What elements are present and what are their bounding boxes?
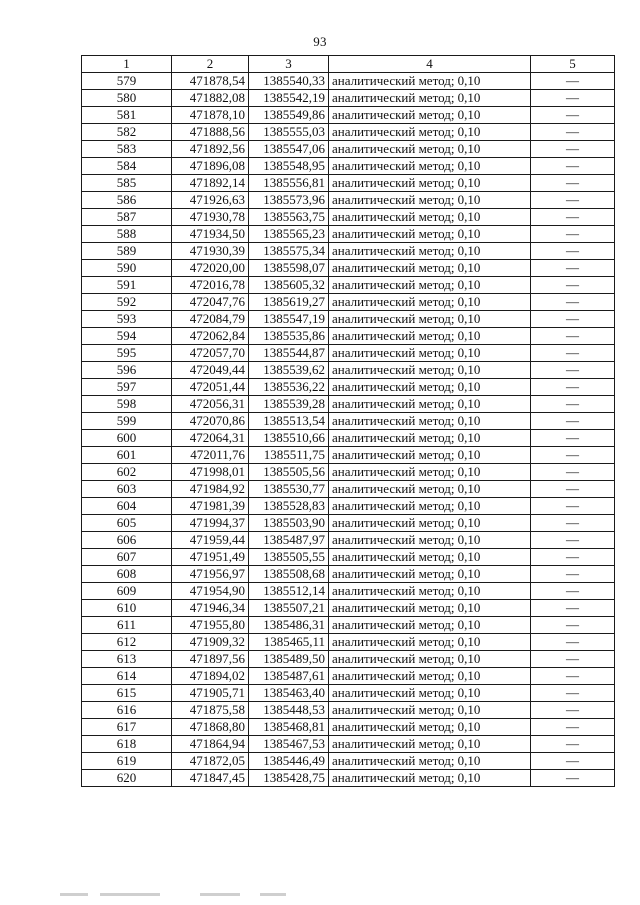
- point-number-cell: 618: [82, 736, 172, 753]
- x-coordinate-cell: 471981,39: [172, 498, 249, 515]
- y-coordinate-cell: 1385507,21: [249, 600, 329, 617]
- dash-cell: —: [531, 549, 615, 566]
- y-coordinate-cell: 1385508,68: [249, 566, 329, 583]
- point-number-cell: 600: [82, 430, 172, 447]
- x-coordinate-cell: 472064,31: [172, 430, 249, 447]
- table-row: [82, 379, 615, 396]
- x-coordinate-cell: 472070,86: [172, 413, 249, 430]
- method-cell: аналитический метод; 0,10: [329, 107, 531, 124]
- method-cell: аналитический метод; 0,10: [329, 175, 531, 192]
- column-header-4: 4: [329, 56, 531, 73]
- x-coordinate-cell: 471998,01: [172, 464, 249, 481]
- x-coordinate-cell: 471905,71: [172, 685, 249, 702]
- dash-cell: —: [531, 770, 615, 787]
- x-coordinate-cell: 471959,44: [172, 532, 249, 549]
- y-coordinate-cell: 1385503,90: [249, 515, 329, 532]
- table-row: [82, 277, 615, 294]
- dash-cell: —: [531, 345, 615, 362]
- point-number-cell: 609: [82, 583, 172, 600]
- x-coordinate-cell: 471868,80: [172, 719, 249, 736]
- dash-cell: —: [531, 175, 615, 192]
- point-number-cell: 591: [82, 277, 172, 294]
- point-number-cell: 582: [82, 124, 172, 141]
- method-cell: аналитический метод; 0,10: [329, 379, 531, 396]
- method-cell: аналитический метод; 0,10: [329, 328, 531, 345]
- y-coordinate-cell: 1385505,55: [249, 549, 329, 566]
- dash-cell: —: [531, 651, 615, 668]
- table-row: [82, 515, 615, 532]
- x-coordinate-cell: 471892,14: [172, 175, 249, 192]
- method-cell: аналитический метод; 0,10: [329, 226, 531, 243]
- dash-cell: —: [531, 192, 615, 209]
- method-cell: аналитический метод; 0,10: [329, 702, 531, 719]
- point-number-cell: 612: [82, 634, 172, 651]
- table-row: [82, 617, 615, 634]
- dash-cell: —: [531, 260, 615, 277]
- y-coordinate-cell: 1385535,86: [249, 328, 329, 345]
- method-cell: аналитический метод; 0,10: [329, 277, 531, 294]
- point-number-cell: 604: [82, 498, 172, 515]
- table-row: [82, 532, 615, 549]
- method-cell: аналитический метод; 0,10: [329, 413, 531, 430]
- table-row: [82, 447, 615, 464]
- x-coordinate-cell: 471892,56: [172, 141, 249, 158]
- method-cell: аналитический метод; 0,10: [329, 260, 531, 277]
- x-coordinate-cell: 471954,90: [172, 583, 249, 600]
- table-row: [82, 260, 615, 277]
- point-number-cell: 610: [82, 600, 172, 617]
- coordinates-table: [81, 55, 615, 787]
- dash-cell: —: [531, 107, 615, 124]
- y-coordinate-cell: 1385540,33: [249, 73, 329, 90]
- dash-cell: —: [531, 685, 615, 702]
- x-coordinate-cell: 472062,84: [172, 328, 249, 345]
- table-row: [82, 481, 615, 498]
- dash-cell: —: [531, 413, 615, 430]
- dash-cell: —: [531, 277, 615, 294]
- point-number-cell: 615: [82, 685, 172, 702]
- point-number-cell: 590: [82, 260, 172, 277]
- point-number-cell: 617: [82, 719, 172, 736]
- method-cell: аналитический метод; 0,10: [329, 583, 531, 600]
- method-cell: аналитический метод; 0,10: [329, 668, 531, 685]
- point-number-cell: 579: [82, 73, 172, 90]
- method-cell: аналитический метод; 0,10: [329, 396, 531, 413]
- dash-cell: —: [531, 328, 615, 345]
- dash-cell: —: [531, 141, 615, 158]
- method-cell: аналитический метод; 0,10: [329, 651, 531, 668]
- x-coordinate-cell: 471882,08: [172, 90, 249, 107]
- table-row: [82, 107, 615, 124]
- dash-cell: —: [531, 668, 615, 685]
- table-row: [82, 175, 615, 192]
- point-number-cell: 620: [82, 770, 172, 787]
- point-number-cell: 587: [82, 209, 172, 226]
- x-coordinate-cell: 471872,05: [172, 753, 249, 770]
- y-coordinate-cell: 1385539,28: [249, 396, 329, 413]
- dash-cell: —: [531, 736, 615, 753]
- table-row: [82, 294, 615, 311]
- table-row: [82, 141, 615, 158]
- point-number-cell: 619: [82, 753, 172, 770]
- x-coordinate-cell: 471878,10: [172, 107, 249, 124]
- column-header-5: 5: [531, 56, 615, 73]
- x-coordinate-cell: 471934,50: [172, 226, 249, 243]
- x-coordinate-cell: 471864,94: [172, 736, 249, 753]
- dash-cell: —: [531, 753, 615, 770]
- scan-artifact-marks: [60, 893, 580, 903]
- dash-cell: —: [531, 311, 615, 328]
- y-coordinate-cell: 1385446,49: [249, 753, 329, 770]
- table-row: [82, 90, 615, 107]
- dash-cell: —: [531, 90, 615, 107]
- x-coordinate-cell: 471875,58: [172, 702, 249, 719]
- table-row: [82, 549, 615, 566]
- y-coordinate-cell: 1385573,96: [249, 192, 329, 209]
- y-coordinate-cell: 1385565,23: [249, 226, 329, 243]
- table-row: [82, 192, 615, 209]
- x-coordinate-cell: 471955,80: [172, 617, 249, 634]
- method-cell: аналитический метод; 0,10: [329, 158, 531, 175]
- y-coordinate-cell: 1385463,40: [249, 685, 329, 702]
- method-cell: аналитический метод; 0,10: [329, 481, 531, 498]
- dash-cell: —: [531, 447, 615, 464]
- point-number-cell: 603: [82, 481, 172, 498]
- x-coordinate-cell: 472011,76: [172, 447, 249, 464]
- x-coordinate-cell: 471951,49: [172, 549, 249, 566]
- column-header-1: 1: [82, 56, 172, 73]
- y-coordinate-cell: 1385487,61: [249, 668, 329, 685]
- y-coordinate-cell: 1385544,87: [249, 345, 329, 362]
- table-row: [82, 600, 615, 617]
- point-number-cell: 589: [82, 243, 172, 260]
- y-coordinate-cell: 1385605,32: [249, 277, 329, 294]
- table-row: [82, 328, 615, 345]
- point-number-cell: 595: [82, 345, 172, 362]
- point-number-cell: 594: [82, 328, 172, 345]
- method-cell: аналитический метод; 0,10: [329, 362, 531, 379]
- method-cell: аналитический метод; 0,10: [329, 124, 531, 141]
- y-coordinate-cell: 1385467,53: [249, 736, 329, 753]
- x-coordinate-cell: 471878,54: [172, 73, 249, 90]
- method-cell: аналитический метод; 0,10: [329, 498, 531, 515]
- method-cell: аналитический метод; 0,10: [329, 566, 531, 583]
- method-cell: аналитический метод; 0,10: [329, 719, 531, 736]
- y-coordinate-cell: 1385528,83: [249, 498, 329, 515]
- table-row: [82, 736, 615, 753]
- point-number-cell: 601: [82, 447, 172, 464]
- method-cell: аналитический метод; 0,10: [329, 192, 531, 209]
- dash-cell: —: [531, 719, 615, 736]
- dash-cell: —: [531, 481, 615, 498]
- y-coordinate-cell: 1385487,97: [249, 532, 329, 549]
- x-coordinate-cell: 471896,08: [172, 158, 249, 175]
- table-row: [82, 583, 615, 600]
- table-header-row: [82, 56, 615, 73]
- y-coordinate-cell: 1385505,56: [249, 464, 329, 481]
- x-coordinate-cell: 472051,44: [172, 379, 249, 396]
- y-coordinate-cell: 1385489,50: [249, 651, 329, 668]
- method-cell: аналитический метод; 0,10: [329, 447, 531, 464]
- dash-cell: —: [531, 158, 615, 175]
- table-row: [82, 243, 615, 260]
- dash-cell: —: [531, 583, 615, 600]
- method-cell: аналитический метод; 0,10: [329, 549, 531, 566]
- table-row: [82, 668, 615, 685]
- dash-cell: —: [531, 362, 615, 379]
- y-coordinate-cell: 1385547,06: [249, 141, 329, 158]
- point-number-cell: 606: [82, 532, 172, 549]
- dash-cell: —: [531, 243, 615, 260]
- y-coordinate-cell: 1385598,07: [249, 260, 329, 277]
- point-number-cell: 596: [82, 362, 172, 379]
- dash-cell: —: [531, 379, 615, 396]
- dash-cell: —: [531, 430, 615, 447]
- table-row: [82, 124, 615, 141]
- x-coordinate-cell: 471994,37: [172, 515, 249, 532]
- x-coordinate-cell: 471847,45: [172, 770, 249, 787]
- x-coordinate-cell: 472020,00: [172, 260, 249, 277]
- y-coordinate-cell: 1385428,75: [249, 770, 329, 787]
- table-row: [82, 634, 615, 651]
- point-number-cell: 598: [82, 396, 172, 413]
- method-cell: аналитический метод; 0,10: [329, 753, 531, 770]
- point-number-cell: 583: [82, 141, 172, 158]
- dash-cell: —: [531, 532, 615, 549]
- y-coordinate-cell: 1385575,34: [249, 243, 329, 260]
- point-number-cell: 605: [82, 515, 172, 532]
- table-row: [82, 566, 615, 583]
- method-cell: аналитический метод; 0,10: [329, 685, 531, 702]
- table-row: [82, 651, 615, 668]
- x-coordinate-cell: 471897,56: [172, 651, 249, 668]
- x-coordinate-cell: 472016,78: [172, 277, 249, 294]
- x-coordinate-cell: 472084,79: [172, 311, 249, 328]
- y-coordinate-cell: 1385513,54: [249, 413, 329, 430]
- x-coordinate-cell: 471930,39: [172, 243, 249, 260]
- point-number-cell: 580: [82, 90, 172, 107]
- y-coordinate-cell: 1385547,19: [249, 311, 329, 328]
- x-coordinate-cell: 471956,97: [172, 566, 249, 583]
- y-coordinate-cell: 1385555,03: [249, 124, 329, 141]
- point-number-cell: 613: [82, 651, 172, 668]
- table-body: [82, 73, 615, 787]
- dash-cell: —: [531, 566, 615, 583]
- y-coordinate-cell: 1385448,53: [249, 702, 329, 719]
- dash-cell: —: [531, 209, 615, 226]
- y-coordinate-cell: 1385468,81: [249, 719, 329, 736]
- x-coordinate-cell: 471984,92: [172, 481, 249, 498]
- point-number-cell: 616: [82, 702, 172, 719]
- table-row: [82, 770, 615, 787]
- method-cell: аналитический метод; 0,10: [329, 311, 531, 328]
- method-cell: аналитический метод; 0,10: [329, 600, 531, 617]
- dash-cell: —: [531, 702, 615, 719]
- y-coordinate-cell: 1385619,27: [249, 294, 329, 311]
- table-row: [82, 719, 615, 736]
- dash-cell: —: [531, 226, 615, 243]
- x-coordinate-cell: 471909,32: [172, 634, 249, 651]
- x-coordinate-cell: 471888,56: [172, 124, 249, 141]
- point-number-cell: 588: [82, 226, 172, 243]
- y-coordinate-cell: 1385536,22: [249, 379, 329, 396]
- method-cell: аналитический метод; 0,10: [329, 532, 531, 549]
- y-coordinate-cell: 1385486,31: [249, 617, 329, 634]
- table-row: [82, 685, 615, 702]
- point-number-cell: 585: [82, 175, 172, 192]
- page-number: 93: [313, 34, 327, 49]
- point-number-cell: 584: [82, 158, 172, 175]
- table-row: [82, 702, 615, 719]
- method-cell: аналитический метод; 0,10: [329, 345, 531, 362]
- table-row: [82, 209, 615, 226]
- x-coordinate-cell: 472057,70: [172, 345, 249, 362]
- table-row: [82, 430, 615, 447]
- y-coordinate-cell: 1385510,66: [249, 430, 329, 447]
- dash-cell: —: [531, 396, 615, 413]
- table-row: [82, 226, 615, 243]
- table-row: [82, 73, 615, 90]
- method-cell: аналитический метод; 0,10: [329, 294, 531, 311]
- table-row: [82, 413, 615, 430]
- x-coordinate-cell: 472047,76: [172, 294, 249, 311]
- method-cell: аналитический метод; 0,10: [329, 736, 531, 753]
- dash-cell: —: [531, 617, 615, 634]
- x-coordinate-cell: 471926,63: [172, 192, 249, 209]
- y-coordinate-cell: 1385542,19: [249, 90, 329, 107]
- column-header-3: 3: [249, 56, 329, 73]
- point-number-cell: 592: [82, 294, 172, 311]
- dash-cell: —: [531, 498, 615, 515]
- table-row: [82, 753, 615, 770]
- x-coordinate-cell: 472049,44: [172, 362, 249, 379]
- x-coordinate-cell: 471930,78: [172, 209, 249, 226]
- dash-cell: —: [531, 515, 615, 532]
- point-number-cell: 608: [82, 566, 172, 583]
- dash-cell: —: [531, 464, 615, 481]
- column-header-2: 2: [172, 56, 249, 73]
- method-cell: аналитический метод; 0,10: [329, 515, 531, 532]
- method-cell: аналитический метод; 0,10: [329, 430, 531, 447]
- point-number-cell: 593: [82, 311, 172, 328]
- table-row: [82, 464, 615, 481]
- x-coordinate-cell: 471894,02: [172, 668, 249, 685]
- y-coordinate-cell: 1385556,81: [249, 175, 329, 192]
- point-number-cell: 599: [82, 413, 172, 430]
- table-row: [82, 396, 615, 413]
- point-number-cell: 614: [82, 668, 172, 685]
- y-coordinate-cell: 1385549,86: [249, 107, 329, 124]
- dash-cell: —: [531, 294, 615, 311]
- method-cell: аналитический метод; 0,10: [329, 464, 531, 481]
- table-row: [82, 311, 615, 328]
- method-cell: аналитический метод; 0,10: [329, 634, 531, 651]
- table-row: [82, 158, 615, 175]
- method-cell: аналитический метод; 0,10: [329, 141, 531, 158]
- y-coordinate-cell: 1385539,62: [249, 362, 329, 379]
- table-row: [82, 498, 615, 515]
- point-number-cell: 602: [82, 464, 172, 481]
- y-coordinate-cell: 1385530,77: [249, 481, 329, 498]
- method-cell: аналитический метод; 0,10: [329, 617, 531, 634]
- dash-cell: —: [531, 124, 615, 141]
- point-number-cell: 586: [82, 192, 172, 209]
- method-cell: аналитический метод; 0,10: [329, 243, 531, 260]
- y-coordinate-cell: 1385512,14: [249, 583, 329, 600]
- method-cell: аналитический метод; 0,10: [329, 770, 531, 787]
- point-number-cell: 597: [82, 379, 172, 396]
- point-number-cell: 581: [82, 107, 172, 124]
- table-row: [82, 345, 615, 362]
- x-coordinate-cell: 471946,34: [172, 600, 249, 617]
- dash-cell: —: [531, 600, 615, 617]
- point-number-cell: 607: [82, 549, 172, 566]
- method-cell: аналитический метод; 0,10: [329, 209, 531, 226]
- y-coordinate-cell: 1385465,11: [249, 634, 329, 651]
- method-cell: аналитический метод; 0,10: [329, 90, 531, 107]
- dash-cell: —: [531, 634, 615, 651]
- y-coordinate-cell: 1385548,95: [249, 158, 329, 175]
- table-row: [82, 362, 615, 379]
- y-coordinate-cell: 1385511,75: [249, 447, 329, 464]
- dash-cell: —: [531, 73, 615, 90]
- x-coordinate-cell: 472056,31: [172, 396, 249, 413]
- y-coordinate-cell: 1385563,75: [249, 209, 329, 226]
- point-number-cell: 611: [82, 617, 172, 634]
- method-cell: аналитический метод; 0,10: [329, 73, 531, 90]
